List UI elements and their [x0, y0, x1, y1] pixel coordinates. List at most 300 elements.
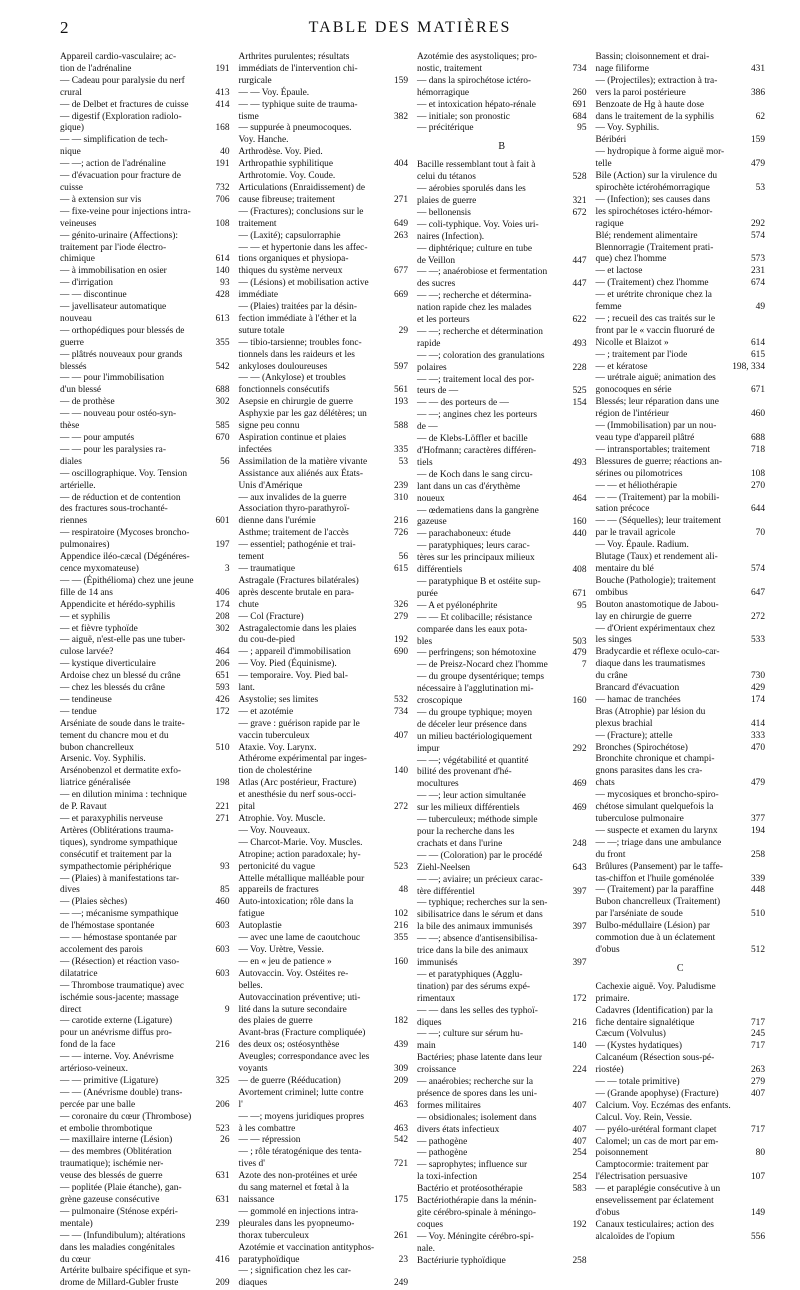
- entry-text: coques: [417, 1219, 444, 1230]
- entry-page-number: 93: [220, 861, 230, 872]
- entry-page-number: 160: [572, 517, 587, 528]
- entry-text: Appareil cardio-vasculaire; ac-: [60, 52, 177, 62]
- entry-text: — (Kystes hydatiques): [595, 1041, 682, 1052]
- index-entry-line: [239, 290, 409, 302]
- index-entry-line: [417, 1184, 587, 1196]
- entry-text: Nicolle et Blaizot »: [595, 337, 669, 348]
- index-entry-line: [239, 64, 409, 76]
- entry-text: bubon chancrelleux: [60, 742, 134, 753]
- entry-text: cuisse: [60, 182, 83, 193]
- entry-text: après descente brutale en para-: [238, 587, 355, 598]
- entry-page-number: 85: [220, 885, 230, 896]
- entry-text: tination) par des sérums expé-: [417, 981, 530, 992]
- entry-page-number: 674: [750, 278, 765, 289]
- index-entry-line: [596, 552, 766, 564]
- entry-text: nouveau: [60, 313, 92, 324]
- entry-text: pour la recherche dans les: [417, 827, 515, 837]
- index-entry-line: [417, 64, 587, 76]
- index-entry-line: [596, 207, 766, 219]
- entry-text: différentiels: [417, 565, 463, 576]
- entry-page-number: 684: [572, 111, 587, 122]
- index-entry-line: [417, 1018, 587, 1030]
- index-entry-line: [60, 338, 230, 350]
- entry-page-number: 224: [572, 1065, 587, 1076]
- entry-text: — orthopédiques pour blessés de: [60, 325, 185, 336]
- entry-text: diaque dans les traumatismes: [595, 659, 706, 670]
- index-entry-line: [596, 1196, 766, 1208]
- entry-text: — bellonensis: [417, 207, 471, 218]
- index-entry-line: [60, 123, 230, 135]
- entry-text: tement du chancre mou et du: [60, 730, 169, 741]
- entry-text: traitement par l'iode électro-: [60, 242, 167, 253]
- index-entry-line: [596, 1041, 766, 1053]
- entry-text: du cou-de-pied: [238, 635, 295, 646]
- index-entry-line: [239, 207, 409, 219]
- index-entry-line: [239, 385, 409, 397]
- index-entry-line: [417, 922, 587, 934]
- index-entry-line: [596, 314, 766, 326]
- entry-text: alcaloïdes de l'opium: [595, 1231, 675, 1242]
- entry-text: Asthme; traitement de l'accès: [238, 528, 349, 539]
- index-entry-line: [239, 1183, 409, 1195]
- entry-text: Ardoise chez un blessé du crâne: [60, 671, 181, 682]
- entry-page-number: 574: [750, 230, 765, 241]
- index-entry-line: [60, 850, 230, 862]
- entry-page-number: 335: [393, 444, 408, 455]
- index-entry-line: [417, 256, 587, 268]
- index-entry-line: [60, 1028, 230, 1040]
- index-entry-line: [60, 588, 230, 600]
- entry-text: Brûlures (Pansement) par le taffe-: [595, 861, 723, 872]
- entry-page-number: 355: [215, 337, 230, 348]
- entry-page-number: 631: [215, 1171, 230, 1182]
- entry-page-number: 175: [393, 1195, 408, 1205]
- entry-text: Arthropathie syphilitique: [238, 159, 334, 170]
- index-entry-line: [60, 1088, 230, 1100]
- entry-text: tisme: [238, 111, 259, 122]
- entry-page-number: 216: [393, 516, 408, 527]
- index-entry-line: [417, 398, 587, 410]
- entry-text: poisonnement: [595, 1148, 649, 1159]
- entry-text: du cœur: [60, 1254, 91, 1265]
- entry-text: Azotémie des asystoliques; pro-: [417, 52, 538, 62]
- entry-text: veau type d'appareil plâtré: [595, 433, 695, 443]
- entry-text: — du groupe typhique; moyen: [417, 707, 533, 718]
- entry-text: Atlas (Arc postérieur, Fracture): [238, 778, 357, 789]
- index-entry-line: [417, 875, 587, 887]
- index-entry-line: [60, 552, 230, 564]
- entry-text: — — (Infundibulum); altérations: [60, 1230, 186, 1241]
- entry-text: polaires: [417, 362, 447, 373]
- entry-page-number: 49: [755, 302, 765, 313]
- entry-text: — —; végétabilité et quantité: [417, 755, 529, 766]
- index-entry-line: [417, 375, 587, 387]
- entry-text: dives: [60, 885, 80, 896]
- index-entry-line: [60, 1052, 230, 1064]
- entry-text: — aérobies sporulés dans les: [417, 184, 526, 195]
- index-entry-line: [417, 482, 587, 494]
- entry-text: — — hémostase spontanée par: [60, 933, 177, 944]
- index-entry-line: [239, 576, 409, 588]
- entry-text: — parachaboneux: étude: [417, 529, 511, 540]
- index-entry-line: [417, 220, 587, 232]
- index-entry-line: [417, 422, 587, 434]
- index-entry-line: [596, 588, 766, 600]
- entry-text: rapide: [417, 338, 441, 349]
- entry-text: — avec une lame de caoutchouc: [238, 933, 361, 944]
- index-entry-line: [417, 1208, 587, 1220]
- entry-text: du crâne: [595, 671, 628, 682]
- index-entry-line: [60, 362, 230, 374]
- index-entry-line: [417, 648, 587, 660]
- index-entry-line: [60, 326, 230, 338]
- entry-text: Aveugles; correspondance avec les: [238, 1052, 370, 1063]
- index-entry-line: [60, 826, 230, 838]
- entry-text: ragique: [595, 218, 624, 229]
- index-entry-line: [239, 790, 409, 802]
- entry-page-number: 397: [572, 957, 587, 968]
- index-entry-line: [60, 933, 230, 945]
- index-entry-line: [60, 1255, 230, 1267]
- entry-text: — typhique; recherches sur la sen-: [417, 898, 548, 909]
- index-entry-line: [417, 1148, 587, 1160]
- index-entry-line: [596, 994, 766, 1006]
- entry-text: — — typhique suite de trauma-: [238, 99, 358, 110]
- entry-text: — urétrale aiguë; animation des: [595, 373, 716, 384]
- index-entry-line: [596, 493, 766, 505]
- index-entry-line: [239, 885, 409, 897]
- index-entry-line: [239, 516, 409, 528]
- entry-text: — pyélo-urétéral formant clapet: [595, 1124, 717, 1135]
- entry-page-number: 429: [750, 683, 765, 694]
- index-entry-line: [239, 52, 409, 64]
- entry-text: lant dans un cas d'érythème: [417, 481, 521, 492]
- entry-page-number: 688: [215, 385, 230, 396]
- index-entry-line: [596, 385, 766, 397]
- index-entry-line: [596, 897, 766, 909]
- entry-text: — de prothèse: [60, 397, 115, 408]
- entry-text: — saprophytes; influence sur: [417, 1160, 528, 1171]
- entry-page-number: 561: [393, 385, 408, 396]
- entry-page-number: 649: [393, 218, 408, 229]
- entry-text: — de Koch dans le sang circu-: [417, 469, 533, 480]
- index-entry-line: [596, 576, 766, 588]
- entry-text: pleurales dans les pyopneumo-: [238, 1218, 355, 1229]
- entry-page-number: 533: [750, 635, 765, 646]
- index-entry-line: [60, 1183, 230, 1195]
- entry-text: — — (Traitement) par la mobili-: [595, 492, 720, 503]
- entry-text: rimentaux: [417, 993, 456, 1004]
- entry-text: artérielle.: [60, 480, 96, 491]
- entry-text: Bactéries; phase latente dans leur: [417, 1053, 542, 1064]
- entry-page-number: 321: [572, 195, 587, 206]
- index-entry-line: [596, 933, 766, 945]
- entry-page-number: 644: [750, 504, 765, 515]
- entry-text: des deux os; ostéosynthèse: [238, 1040, 340, 1051]
- entry-page-number: 460: [750, 409, 765, 420]
- entry-text: — — Et colibacille; résistance: [417, 612, 533, 623]
- index-entry-line: [60, 695, 230, 707]
- index-entry-line: [596, 100, 766, 112]
- entry-text: Arthrotomie. Voy. Coude.: [238, 171, 336, 182]
- index-column-4: [595, 52, 766, 1242]
- entry-text: — œdematiens dans la gangrène: [417, 505, 539, 516]
- entry-text: Bassin; cloisonnement et drai-: [595, 52, 710, 62]
- entry-page-number: 603: [215, 921, 230, 932]
- index-entry-line: [596, 469, 766, 481]
- entry-text: tement: [238, 552, 265, 563]
- entry-text: — suspecte et examen du larynx: [595, 825, 718, 836]
- index-entry-line: [417, 386, 587, 398]
- index-entry-line: [60, 743, 230, 755]
- index-entry-line: [417, 553, 587, 565]
- index-entry-line: [239, 457, 409, 469]
- index-entry-line: [596, 88, 766, 100]
- index-entry-line: [60, 683, 230, 695]
- entry-text: sibilisatrice dans le sérum et dans: [417, 910, 543, 921]
- entry-text: — hydropique à forme aiguë mor-: [595, 147, 725, 158]
- entry-text: — — (Coloration) par le procédé: [417, 850, 543, 861]
- index-entry-line: [596, 1148, 766, 1160]
- entry-text: tion de l'adrénaline: [60, 63, 132, 74]
- index-entry-line: [239, 1147, 409, 1159]
- entry-page-number: 249: [393, 1278, 408, 1289]
- entry-page-number: 643: [572, 862, 587, 873]
- index-entry-line: [239, 1088, 409, 1100]
- index-entry-line: [60, 981, 230, 993]
- entry-page-number: 690: [393, 647, 408, 658]
- entry-text: tère différentiel: [417, 886, 475, 897]
- entry-text: fiche dentaire signalétique: [595, 1017, 695, 1028]
- index-entry-line: [417, 100, 587, 112]
- index-entry-line: [417, 1101, 587, 1113]
- entry-text: — initiale; son pronostic: [417, 111, 510, 122]
- entry-text: Avant-bras (Fracture compliquée): [238, 1028, 366, 1039]
- entry-text: — de réduction et de contention: [60, 492, 181, 503]
- index-entry-line: [417, 160, 587, 172]
- entry-page-number: 426: [215, 694, 230, 705]
- index-entry-line: [239, 88, 409, 100]
- index-entry-line: [417, 351, 587, 363]
- entry-page-number: 260: [572, 87, 587, 98]
- entry-text: Bradycardie et réflexe oculo-car-: [595, 647, 720, 658]
- entry-text: — Cadeau pour paralysie du nerf: [60, 75, 185, 86]
- index-entry-line: [239, 707, 409, 719]
- entry-text: Azote des non-protéines et urée: [238, 1171, 358, 1182]
- entry-text: Asystolie; ses limites: [238, 694, 319, 705]
- entry-text: lay en chirurgie de guerre: [595, 611, 692, 622]
- index-entry-line: [239, 528, 409, 540]
- entry-text: — —; recherche et détermination: [417, 326, 543, 337]
- index-entry-line: [596, 612, 766, 624]
- entry-page-number: 734: [393, 706, 408, 717]
- index-entry-line: [417, 1041, 587, 1053]
- index-entry-line: [60, 266, 230, 278]
- entry-page-number: 671: [572, 588, 587, 599]
- index-entry-line: [417, 76, 587, 88]
- entry-page-number: 613: [215, 313, 230, 324]
- index-entry-line: [596, 1113, 766, 1125]
- entry-page-number: 431: [750, 63, 765, 74]
- index-entry-line: [239, 671, 409, 683]
- entry-text: d'obus: [595, 1208, 620, 1218]
- index-entry-line: [60, 624, 230, 636]
- index-entry-line: [60, 1076, 230, 1088]
- index-entry-line: [596, 826, 766, 838]
- entry-text: la toxi-infection: [417, 1172, 478, 1183]
- entry-page-number: 263: [750, 1065, 765, 1076]
- index-entry-line: [596, 195, 766, 207]
- index-entry-line: [60, 207, 230, 219]
- entry-text: veuse des blessés de guerre: [60, 1171, 163, 1182]
- entry-page-number: 160: [393, 956, 408, 967]
- index-entry-line: [60, 302, 230, 314]
- entry-text: — — primitive (Ligature): [60, 1075, 159, 1086]
- entry-text: — — (Ankylose) et troubles: [238, 373, 346, 384]
- entry-page-number: 108: [750, 468, 765, 479]
- index-entry-line: [239, 350, 409, 362]
- entry-text: Autovaccination préventive; uti-: [238, 992, 361, 1003]
- entry-page-number: 107: [750, 1172, 765, 1183]
- index-entry-line: [596, 350, 766, 362]
- entry-text: — Charcot-Marie. Voy. Muscles.: [238, 837, 363, 848]
- entry-text: région de l'intérieur: [595, 409, 670, 420]
- entry-page-number: 172: [572, 993, 587, 1004]
- entry-text: — carotide externe (Ligature): [60, 1016, 173, 1027]
- entry-page-number: 206: [215, 1099, 230, 1110]
- entry-page-number: 721: [393, 1159, 408, 1170]
- index-entry-line: [417, 1077, 587, 1089]
- entry-page-number: 254: [572, 1172, 587, 1183]
- index-entry-line: [596, 766, 766, 778]
- entry-text: grène gazeuse consécutive: [60, 1195, 160, 1205]
- entry-text: Aspiration continue et plaies: [238, 433, 347, 443]
- entry-text: — chez les blessés du crâne: [60, 683, 165, 694]
- index-entry-line: [239, 731, 409, 743]
- entry-page-number: 310: [393, 492, 408, 503]
- entry-text: Appendice iléo-cæcal (Dégénéres-: [60, 552, 190, 563]
- entry-page-number: 191: [215, 63, 230, 74]
- index-entry-line: [596, 671, 766, 683]
- index-entry-line: [596, 171, 766, 183]
- index-entry-line: [417, 172, 587, 184]
- index-entry-line: [596, 719, 766, 731]
- entry-text: Blennorragie (Traitement prati-: [595, 242, 714, 253]
- entry-page-number: 216: [215, 1040, 230, 1051]
- entry-text: teurs de —: [417, 386, 459, 397]
- index-entry-line: [60, 528, 230, 540]
- entry-text: Unis d'Amérique: [238, 480, 303, 491]
- entry-page-number: 734: [572, 63, 587, 74]
- entry-page-number: 174: [215, 599, 230, 610]
- entry-text: Bactériurie typhoïdique: [417, 1255, 506, 1266]
- entry-text: Canaux testiculaires; action des: [595, 1219, 714, 1230]
- entry-text: — (Plaies) à manifestations tar-: [60, 873, 180, 884]
- entry-page-number: 261: [393, 1230, 408, 1241]
- entry-text: Benzoate de Hg à haute dose: [595, 99, 705, 110]
- entry-page-number: 614: [215, 254, 230, 265]
- entry-page-number: 48: [398, 885, 408, 896]
- entry-text: — (Traitement) par la paraffine: [595, 885, 714, 896]
- entry-text: tères sur les principaux milieux: [417, 553, 535, 564]
- entry-text: thorax tuberculeux: [238, 1230, 310, 1241]
- index-entry-line: [239, 504, 409, 516]
- entry-text: crachats et dans l'urine: [417, 838, 503, 849]
- entry-page-number: 272: [393, 802, 408, 813]
- entry-text: — —; action de l'adrénaline: [60, 159, 166, 170]
- entry-text: — Voy. Épaule. Radium.: [595, 540, 689, 551]
- entry-text: gazeuse: [417, 517, 447, 528]
- index-entry-line: [60, 1124, 230, 1136]
- entry-text: — (Fractures); conclusions sur le: [238, 206, 364, 217]
- index-entry-line: [239, 159, 409, 171]
- entry-text: tiques), syndrome sympathique: [60, 837, 178, 848]
- entry-text: tionnels dans les raideurs et les: [238, 349, 355, 360]
- entry-page-number: 464: [572, 493, 587, 504]
- index-entry-line: [596, 433, 766, 445]
- entry-text: crural: [60, 87, 82, 98]
- entry-text: Bras (Atrophie) par lésion du: [595, 706, 706, 717]
- index-entry-line: [239, 1171, 409, 1183]
- entry-text: sympathectomie périphérique: [60, 861, 172, 872]
- entry-text: — essentiel; pathogénie et trai-: [238, 540, 356, 551]
- entry-text: de déceler leur présence dans: [417, 719, 527, 730]
- index-entry-line: [60, 314, 230, 326]
- entry-text: la bile des animaux immunisés: [417, 922, 533, 933]
- index-entry-line: [239, 1028, 409, 1040]
- index-column-3: [417, 52, 587, 1266]
- index-entry-line: [60, 921, 230, 933]
- index-entry-line: [239, 862, 409, 874]
- entry-text: Cadavres (Identification) par la: [595, 1005, 713, 1016]
- entry-page-number: 216: [393, 921, 408, 932]
- entry-text: — ; rôle tératogénique des tenta-: [238, 1147, 362, 1158]
- entry-page-number: 182: [393, 1016, 408, 1027]
- index-entry-line: [417, 279, 587, 291]
- index-entry-line: [596, 850, 766, 862]
- entry-page-number: 730: [750, 671, 765, 682]
- index-entry-line: [417, 839, 587, 851]
- index-entry-line: [596, 183, 766, 195]
- index-entry-line: [417, 994, 587, 1006]
- entry-text: tions organiques et physiopa-: [238, 254, 349, 265]
- entry-text: Bronches (Spirochétose): [595, 742, 688, 753]
- index-entry-line: [417, 506, 587, 518]
- index-entry-line: [60, 671, 230, 683]
- entry-page-number: 292: [750, 218, 765, 229]
- index-entry-line: [239, 1112, 409, 1124]
- index-entry-line: [239, 1195, 409, 1207]
- entry-text: — ; appareil d'immobilisation: [238, 647, 351, 658]
- entry-text: — anaérobies; recherche sur la: [417, 1077, 534, 1088]
- entry-text: — — et hypertonie dans les affec-: [238, 242, 368, 253]
- index-entry-line: [417, 541, 587, 553]
- index-entry-line: [596, 1220, 766, 1232]
- entry-text: — hamac de tranchées: [595, 694, 681, 705]
- index-entry-line: [417, 363, 587, 375]
- index-entry-line: [60, 874, 230, 886]
- index-entry-line: [239, 909, 409, 921]
- index-entry-line: [417, 184, 587, 196]
- index-entry-line: [239, 373, 409, 385]
- entry-text: — pathogène: [417, 1148, 468, 1159]
- index-entry-line: [239, 1124, 409, 1136]
- entry-text: immédiats de l'intervention chi-: [238, 63, 358, 74]
- entry-page-number: 614: [750, 337, 765, 348]
- entry-text: blessés: [60, 361, 87, 372]
- entry-text: Appendicite et hérédo-syphilis: [60, 599, 176, 610]
- entry-text: Atrophie. Voy. Muscle.: [238, 814, 326, 824]
